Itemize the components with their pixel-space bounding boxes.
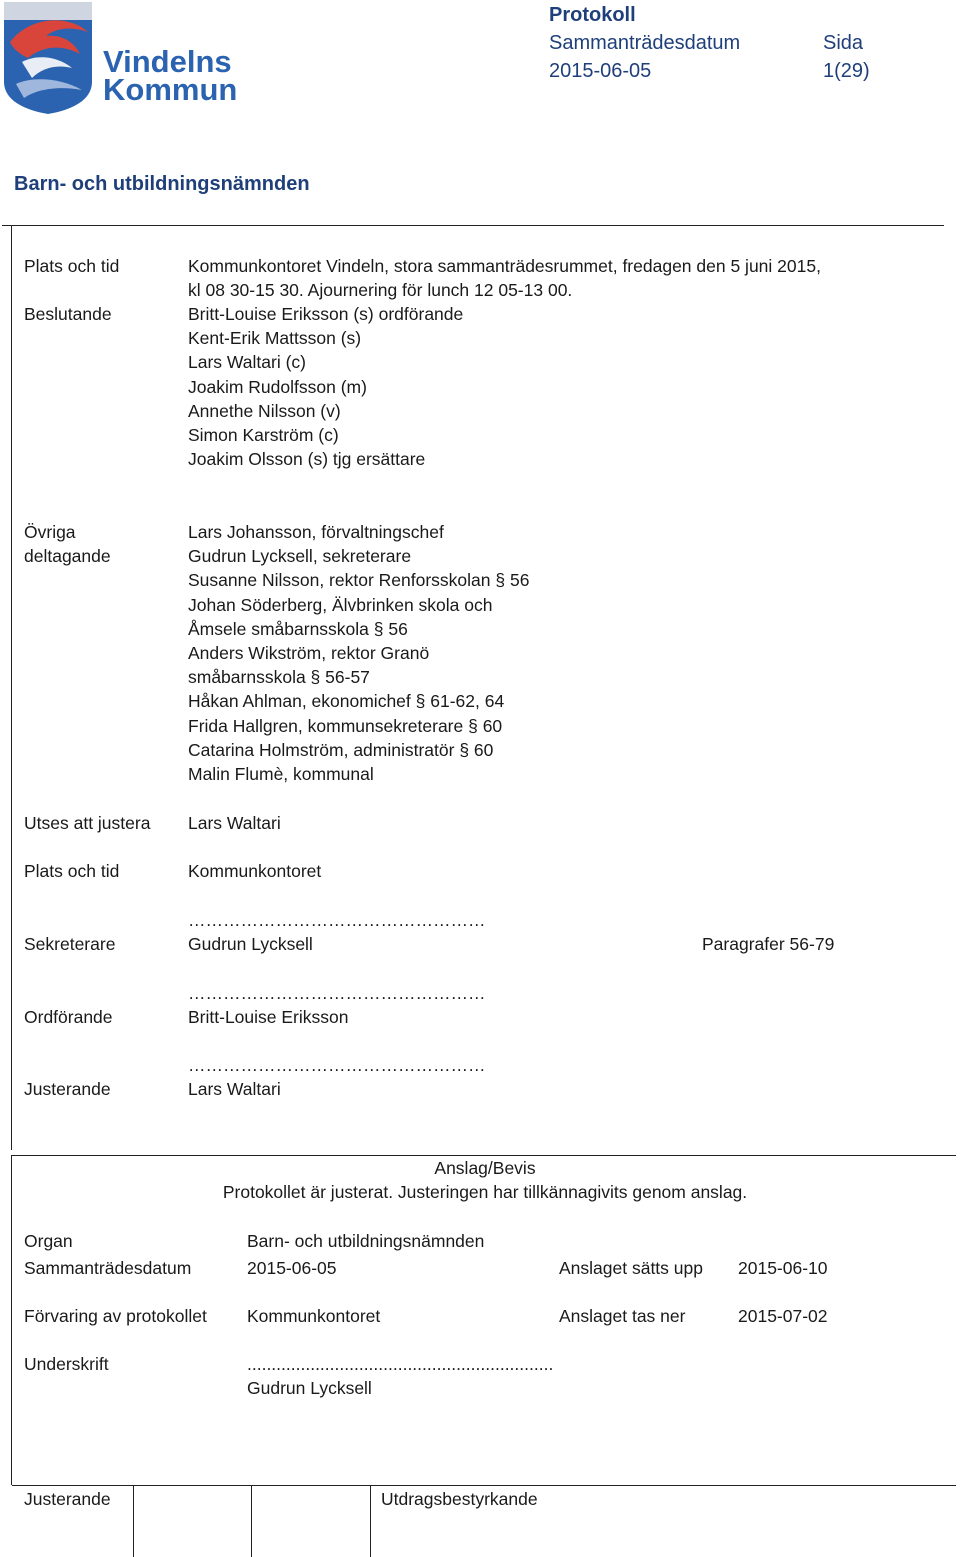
footer-top-border xyxy=(12,1485,956,1486)
place-time-label: Plats och tid xyxy=(24,256,120,276)
member-item: Joakim Rudolfsson (m) xyxy=(188,376,367,397)
other-participants-list xyxy=(188,520,529,786)
page-number: 1(29) xyxy=(823,60,870,82)
adjuster-appointed-value: Lars Waltari xyxy=(188,813,281,833)
footer-divider xyxy=(251,1486,252,1557)
adjust-place-value: Kommunkontoret xyxy=(188,861,322,881)
footer-divider xyxy=(370,1486,371,1557)
participant-item: småbarnsskola § 56-57 xyxy=(188,667,370,688)
deciding-label: Beslutande xyxy=(24,304,112,324)
others-label-line: deltagande xyxy=(24,546,111,567)
adjuster-appointed-label: Utses att justera xyxy=(24,813,151,833)
place-line: Kommunkontoret Vindeln, stora sammanträdesrummet, fredagen den 5 juni 2015, xyxy=(188,256,821,276)
member-item: Lars Waltari (c) xyxy=(188,352,306,373)
place-time-value xyxy=(188,254,821,302)
posted-date: 2015-06-10 xyxy=(738,1258,828,1278)
participant-item: Anders Wikström, rektor Granö xyxy=(188,642,430,663)
signature-line: …………………………………………… xyxy=(188,910,486,930)
logo-text-vindelns: Vindelns xyxy=(103,44,232,79)
others-label-line: Övriga xyxy=(24,522,76,542)
committee-name: Barn- och utbildningsnämnden xyxy=(14,173,310,195)
participant-item: Catarina Holmström, administratör § 60 xyxy=(188,739,494,760)
removed-date: 2015-07-02 xyxy=(738,1306,828,1326)
storage-label: Förvaring av protokollet xyxy=(24,1306,207,1326)
participant-item: Håkan Ahlman, ekonomichef § 61-62, 64 xyxy=(188,691,505,712)
member-item: Simon Karström (c) xyxy=(188,424,339,445)
participant-item: Johan Söderberg, Älvbrinken skola och xyxy=(188,594,493,615)
participant-item: Lars Johansson, förvaltningschef xyxy=(188,522,444,542)
notice-date-label: Sammanträdesdatum xyxy=(24,1258,192,1278)
organ-value: Barn- och utbildningsnämnden xyxy=(247,1231,485,1251)
signature-dots: ............................................................... xyxy=(247,1354,554,1374)
notice-top-border xyxy=(12,1155,956,1156)
signature-name: Gudrun Lycksell xyxy=(247,1378,372,1398)
notice-date-value: 2015-06-05 xyxy=(247,1258,337,1278)
notice-text: Protokollet är justerat. Justeringen har tillkännagivits genom anslag. xyxy=(222,1182,748,1202)
member-item: Joakim Olsson (s) tjg ersättare xyxy=(188,449,426,470)
member-item: Kent-Erik Mattsson (s) xyxy=(188,328,362,349)
signature-line: …………………………………………… xyxy=(188,983,486,1003)
logo-text-kommun: Kommun xyxy=(103,72,238,107)
adjuster-name: Lars Waltari xyxy=(188,1079,281,1099)
footer-adjusters-label: Justerande xyxy=(24,1489,111,1509)
secretary-name: Gudrun Lycksell xyxy=(188,934,313,954)
participant-item: Gudrun Lycksell, sekreterare xyxy=(188,546,412,567)
storage-value: Kommunkontoret xyxy=(247,1306,381,1326)
organ-label: Organ xyxy=(24,1231,73,1251)
footer-extract-label: Utdragsbestyrkande xyxy=(381,1489,538,1509)
member-item: Britt-Louise Eriksson (s) ordförande xyxy=(188,304,464,324)
meeting-date-value: 2015-06-05 xyxy=(549,60,652,82)
place-line: kl 08 30-15 30. Ajournering för lunch 12 05-13 00. xyxy=(188,280,573,301)
signature-line: …………………………………………… xyxy=(188,1055,486,1075)
left-margin-line xyxy=(11,226,12,1150)
header-divider xyxy=(2,225,944,226)
chair-label: Ordförande xyxy=(24,1007,113,1027)
deciding-members-list xyxy=(188,302,463,471)
posted-label: Anslaget sätts upp xyxy=(559,1258,703,1278)
meeting-date-label: Sammanträdesdatum xyxy=(549,32,741,54)
paragraphs-range: Paragrafer 56-79 xyxy=(702,934,835,954)
chair-name: Britt-Louise Eriksson xyxy=(188,1007,349,1027)
municipality-logo xyxy=(2,2,242,114)
others-label xyxy=(24,520,111,568)
footer-divider xyxy=(133,1486,134,1557)
signature-label: Underskrift xyxy=(24,1354,109,1374)
document-type: Protokoll xyxy=(549,4,636,26)
adjuster-label: Justerande xyxy=(24,1079,111,1099)
notice-left-border xyxy=(11,1155,12,1485)
participant-item: Susanne Nilsson, rektor Renforsskolan § 56 xyxy=(188,570,530,591)
secretary-label: Sekreterare xyxy=(24,934,116,954)
member-item: Annethe Nilsson (v) xyxy=(188,400,341,421)
participant-item: Malin Flumè, kommunal xyxy=(188,763,374,784)
notice-title: Anslag/Bevis xyxy=(434,1158,536,1178)
removed-label: Anslaget tas ner xyxy=(559,1306,686,1326)
adjust-place-label: Plats och tid xyxy=(24,861,120,881)
page-label: Sida xyxy=(823,32,864,54)
participant-item: Frida Hallgren, kommunsekreterare § 60 xyxy=(188,715,503,736)
participant-item: Åmsele småbarnsskola § 56 xyxy=(188,618,408,639)
